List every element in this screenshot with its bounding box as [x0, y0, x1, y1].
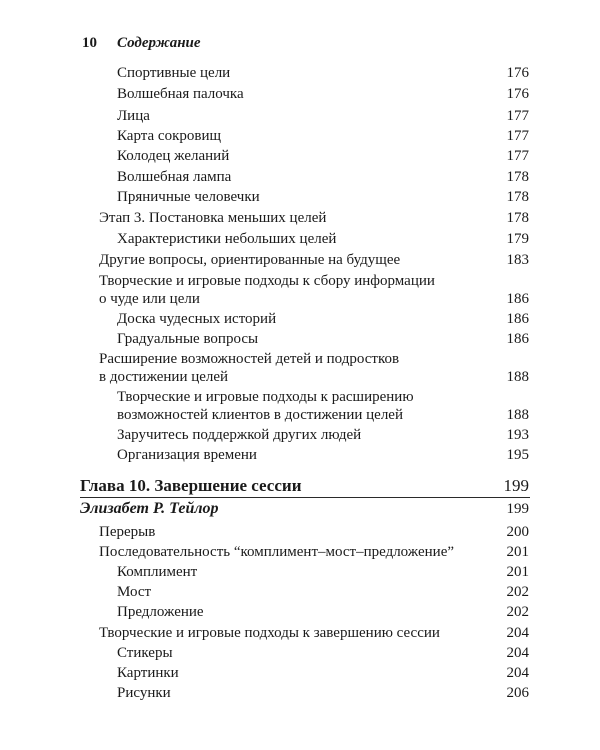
- toc-entry-title: Пряничные человечки: [117, 189, 260, 205]
- toc-entry-title: Перерыв: [99, 524, 156, 540]
- toc-entry-title: Колодец желаний: [117, 148, 230, 164]
- toc-entry: [117, 64, 529, 82]
- chapter-divider: [80, 497, 530, 498]
- toc-entry: [117, 426, 529, 444]
- toc-entry-page: 177: [506, 148, 529, 164]
- toc-entry: [99, 523, 529, 541]
- toc-entry: [99, 543, 529, 561]
- toc-entry-page: 188: [506, 407, 529, 423]
- toc-entry: [99, 272, 529, 308]
- toc-entry-title: Организация времени: [117, 447, 257, 463]
- toc-entry-page: 199: [503, 476, 529, 495]
- toc-entry-page: 178: [506, 210, 529, 226]
- running-head: [82, 34, 201, 52]
- toc-entry-page: 186: [506, 331, 529, 347]
- toc-entry: [117, 85, 529, 103]
- toc-entry-title: Рисунки: [117, 685, 171, 701]
- toc-entry-page: 186: [506, 291, 529, 307]
- toc-entry-page: 179: [506, 231, 529, 247]
- toc-entry-page: 202: [506, 604, 529, 620]
- toc-entry-page: 206: [506, 685, 529, 701]
- toc-entry: [117, 644, 529, 662]
- toc-entry-title: Стикеры: [117, 645, 173, 661]
- chapter-title: Глава 10. Завершение сессии: [80, 476, 302, 495]
- toc-entry: [117, 603, 529, 621]
- toc-entry-page: 188: [506, 369, 529, 385]
- toc-entry-page: 202: [506, 584, 529, 600]
- toc-chapter-author: [80, 499, 529, 519]
- toc-entry-title: Этап 3. Постановка меньших целей: [99, 210, 327, 226]
- toc-entry: [117, 684, 529, 702]
- toc-entry: [99, 624, 529, 642]
- toc-entry-title: Творческие и игровые подходы к расширению возможностей клиентов в достижении целей: [117, 389, 414, 423]
- toc-entry-page: 199: [506, 501, 529, 517]
- toc-entry-page: 177: [506, 128, 529, 144]
- toc-entry-title: Волшебная лампа: [117, 169, 232, 185]
- toc-entry-title: Комплимент: [117, 564, 198, 580]
- toc-entry-title: Последовательность “комплимент–мост–предложение”: [99, 544, 455, 560]
- toc-entry-title: Волшебная палочка: [117, 86, 244, 102]
- chapter-author: Элизабет Р. Тейлор: [80, 500, 219, 517]
- toc-entry: [117, 330, 529, 348]
- toc-entry-title: Заручитесь поддержкой других людей: [117, 427, 362, 443]
- toc-entry-title: Лица: [117, 108, 150, 124]
- toc-entry-page: 204: [506, 625, 529, 641]
- toc-entry-page: 204: [506, 665, 529, 681]
- toc-entry: [117, 388, 529, 424]
- toc-entry: [117, 188, 529, 206]
- toc-entry-page: 178: [506, 169, 529, 185]
- toc-entry-title: Расширение возможностей детей и подростков в достижении целей: [99, 351, 400, 385]
- toc-entry-page: 201: [506, 544, 529, 560]
- toc-entry-page: 204: [506, 645, 529, 661]
- toc-entry-title: Другие вопросы, ориентированные на будущее: [99, 252, 401, 268]
- toc-chapter-heading: [80, 476, 529, 496]
- toc-entry-page: 176: [506, 86, 529, 102]
- toc-entry-title: Характеристики небольших целей: [117, 231, 337, 247]
- toc-entry-title: Творческие и игровые подходы к сбору информации о чуде или цели: [99, 273, 435, 307]
- toc-entry-page: 193: [506, 427, 529, 443]
- toc-entry: [117, 147, 529, 165]
- toc-entry-page: 201: [506, 564, 529, 580]
- toc-entry: [99, 251, 529, 269]
- toc-entry-title: Доска чудесных историй: [117, 311, 277, 327]
- toc-entry-title: Предложение: [117, 604, 204, 620]
- toc-entry-page: 178: [506, 189, 529, 205]
- toc-entry: [117, 127, 529, 145]
- toc-entry-title: Творческие и игровые подходы к завершению сессии: [99, 625, 440, 641]
- toc-entry: [117, 563, 529, 581]
- toc-entry: [117, 446, 529, 464]
- toc-entry: [99, 209, 529, 227]
- toc-entry: [117, 230, 529, 248]
- toc-entry-page: 200: [506, 524, 529, 540]
- toc-entry-page: 177: [506, 108, 529, 124]
- toc-entry: [99, 350, 529, 386]
- toc-entry-page: 183: [506, 252, 529, 268]
- toc-entry-title: Спортивные цели: [117, 65, 231, 81]
- toc-entry-page: 176: [506, 65, 529, 81]
- toc-entry-title: Карта сокровищ: [117, 128, 222, 144]
- toc-entry-title: Мост: [117, 584, 152, 600]
- toc-entry: [117, 310, 529, 328]
- running-head-section: Содержание: [117, 35, 201, 51]
- toc-entry-page: 186: [506, 311, 529, 327]
- toc-entry: [117, 583, 529, 601]
- toc-entry-title: Картинки: [117, 665, 179, 681]
- toc-entry-page: 195: [506, 447, 529, 463]
- toc-entry-title: Градуальные вопросы: [117, 331, 259, 347]
- page-number: 10: [82, 35, 97, 51]
- toc-entry: [117, 107, 529, 125]
- toc-entry: [117, 664, 529, 682]
- toc-entry: [117, 168, 529, 186]
